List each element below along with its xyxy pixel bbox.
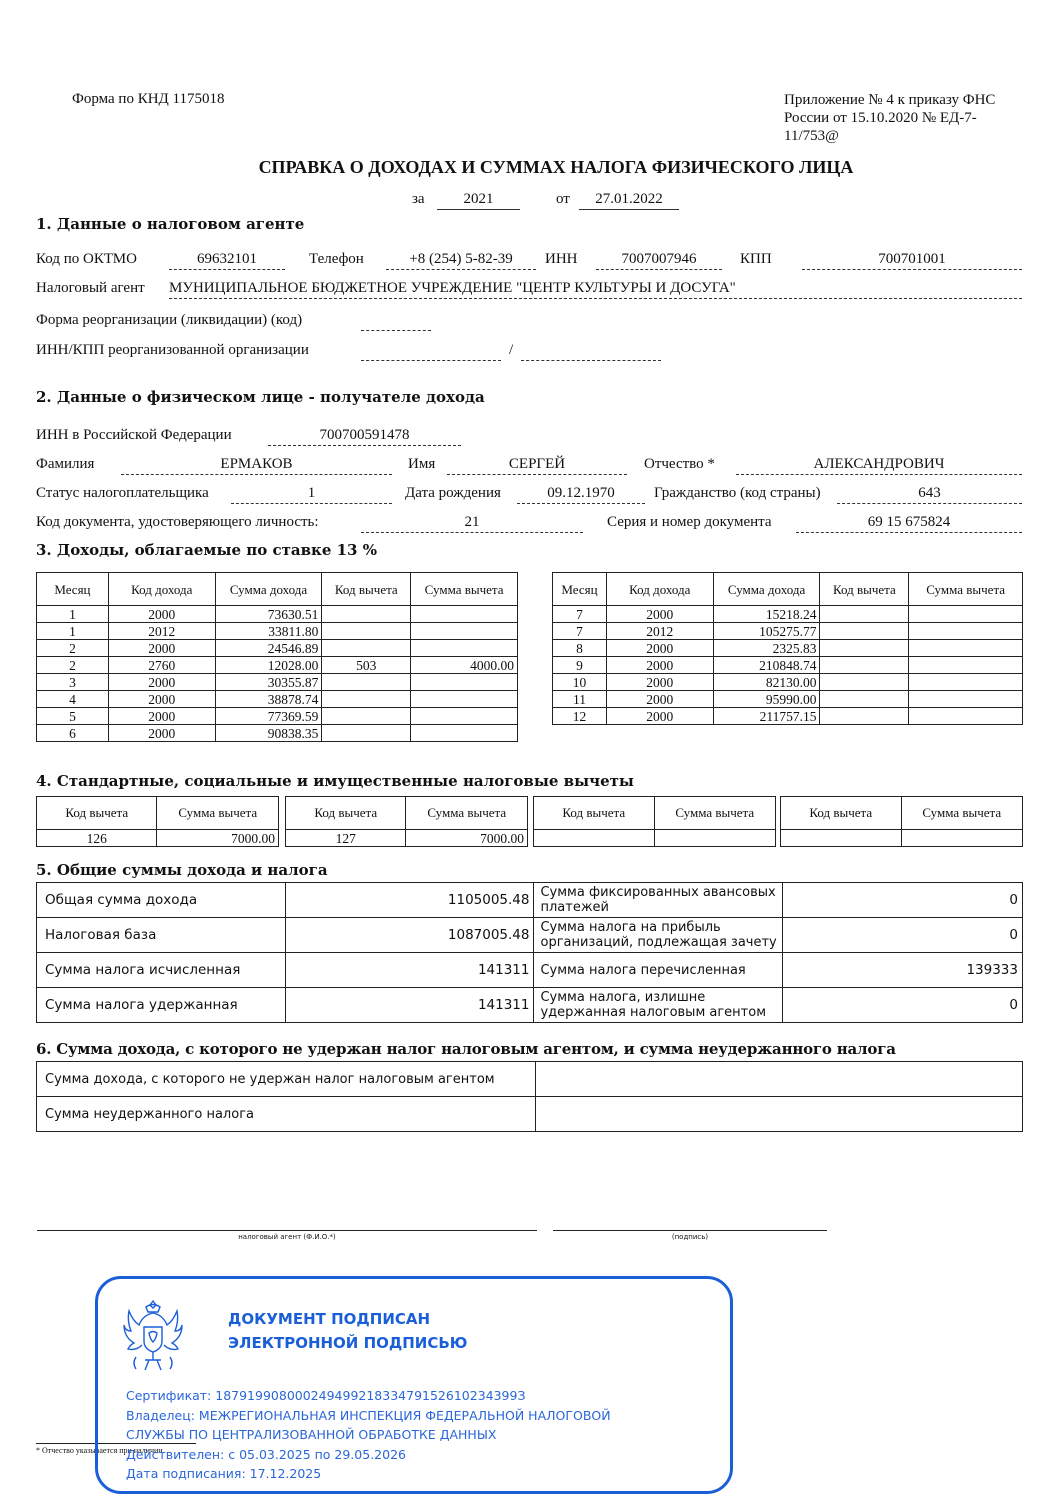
header-deduction-code: Код вычета bbox=[322, 573, 411, 606]
agent-inn-label: ИНН bbox=[545, 251, 578, 267]
table-row bbox=[534, 830, 776, 847]
kpp-label: КПП bbox=[740, 251, 772, 267]
reorg-innkpp-label: ИНН/КПП реорганизованной организации bbox=[36, 342, 309, 358]
header-deduction-sum: Сумма вычета bbox=[411, 573, 518, 606]
cell-income-code: 2000 bbox=[606, 640, 713, 657]
cell-income-code: 2000 bbox=[108, 606, 215, 623]
table-row bbox=[37, 674, 518, 691]
cell-income-sum: 105275.77 bbox=[713, 623, 820, 640]
header-deduction-code: Код вычета bbox=[534, 797, 655, 830]
agent-name-field: МУНИЦИПАЛЬНОЕ БЮДЖЕТНОЕ УЧРЕЖДЕНИЕ "ЦЕНТР КУЛЬТУРЫ И ДОСУГА" bbox=[169, 279, 1022, 299]
table-row bbox=[553, 674, 1023, 691]
header-deduction-code: Код вычета bbox=[286, 797, 406, 830]
tax-transferred-value: 139333 bbox=[783, 953, 1023, 988]
header-deduction-sum: Сумма вычета bbox=[406, 797, 528, 830]
appendix-note bbox=[784, 91, 995, 145]
cell-month: 1 bbox=[37, 623, 109, 640]
cell-deduction-sum bbox=[411, 623, 518, 640]
cell-month: 2 bbox=[37, 657, 109, 674]
cell-income-code: 2000 bbox=[108, 674, 215, 691]
cell-income-code: 2760 bbox=[108, 657, 215, 674]
cell-month: 4 bbox=[37, 691, 109, 708]
table-row bbox=[37, 657, 518, 674]
cell-deduction-sum bbox=[411, 708, 518, 725]
stamp-title bbox=[228, 1307, 467, 1355]
cell-deduction-sum bbox=[909, 708, 1023, 725]
cell-month: 7 bbox=[553, 623, 607, 640]
section-6-title: 6. Сумма дохода, с которого не удержан налог налоговым агентом, и сумма неудержанного налога bbox=[36, 1040, 896, 1058]
cell-deduction-sum: 7000.00 bbox=[406, 830, 528, 847]
cell-deduction-code: 126 bbox=[37, 830, 157, 847]
cell-income-sum: 77369.59 bbox=[215, 708, 322, 725]
cell-deduction-code bbox=[534, 830, 655, 847]
cell-deduction-sum bbox=[909, 691, 1023, 708]
cell-deduction-sum: 4000.00 bbox=[411, 657, 518, 674]
totals-table bbox=[36, 882, 1023, 1023]
cell-income-sum: 12028.00 bbox=[215, 657, 322, 674]
cell-deduction-code: 127 bbox=[286, 830, 406, 847]
year-label: за bbox=[412, 191, 425, 207]
income-table-left bbox=[36, 572, 518, 742]
table-row bbox=[37, 918, 1023, 953]
table-row bbox=[37, 606, 518, 623]
cell-income-code: 2000 bbox=[108, 708, 215, 725]
tax-transferred-label: Сумма налога перечисленная bbox=[534, 953, 783, 988]
cell-deduction-code bbox=[820, 657, 909, 674]
deduction-block-4 bbox=[780, 796, 1023, 847]
cell-deduction-sum bbox=[901, 830, 1023, 847]
cell-income-sum: 211757.15 bbox=[713, 708, 820, 725]
agent-label: Налоговый агент bbox=[36, 280, 145, 296]
tax-overwithheld-label: Сумма налога, излишне удержанная налоговым агентом bbox=[534, 988, 783, 1023]
russian-coat-of-arms-icon bbox=[122, 1297, 184, 1375]
table-row bbox=[37, 623, 518, 640]
stamp-details bbox=[126, 1386, 611, 1484]
surname-field: ЕРМАКОВ bbox=[121, 455, 392, 475]
cell-income-sum: 30355.87 bbox=[215, 674, 322, 691]
header-deduction-sum: Сумма вычета bbox=[909, 573, 1023, 606]
table-row bbox=[553, 691, 1023, 708]
tax-base-value: 1087005.48 bbox=[285, 918, 534, 953]
table-row bbox=[553, 623, 1023, 640]
header-deduction-sum: Сумма вычета bbox=[901, 797, 1023, 830]
cell-income-sum: 33811.80 bbox=[215, 623, 322, 640]
unwithheld-income-label: Сумма дохода, с которого не удержан налог налоговым агентом bbox=[37, 1062, 536, 1097]
agent-inn-field: 7007007946 bbox=[596, 250, 722, 270]
cell-deduction-sum bbox=[411, 674, 518, 691]
section-4-title: 4. Стандартные, социальные и имущественные налоговые вычеты bbox=[36, 772, 634, 790]
citizenship-label: Гражданство (код страны) bbox=[654, 485, 821, 501]
birth-date-label: Дата рождения bbox=[405, 485, 501, 501]
table-row bbox=[37, 1062, 1023, 1097]
cell-deduction-sum bbox=[411, 606, 518, 623]
cell-income-sum: 38878.74 bbox=[215, 691, 322, 708]
tax-calculated-value: 141311 bbox=[285, 953, 534, 988]
tax-base-label: Налоговая база bbox=[37, 918, 286, 953]
appendix-line: 11/753@ bbox=[784, 128, 839, 144]
cell-deduction-code bbox=[322, 708, 411, 725]
signature-caption: (подпись) bbox=[671, 1233, 709, 1241]
cell-income-sum: 95990.00 bbox=[713, 691, 820, 708]
cell-month: 2 bbox=[37, 640, 109, 657]
kpp-field: 700701001 bbox=[802, 250, 1022, 270]
deduction-block-2 bbox=[285, 796, 528, 847]
cell-income-code: 2012 bbox=[606, 623, 713, 640]
header-deduction-code: Код вычета bbox=[37, 797, 157, 830]
status-label: Статус налогоплательщика bbox=[36, 485, 209, 501]
cell-deduction-code bbox=[322, 725, 411, 742]
header-deduction-code: Код вычета bbox=[781, 797, 902, 830]
table-row bbox=[553, 657, 1023, 674]
reorg-form-label: Форма реорганизации (ликвидации) (код) bbox=[36, 312, 303, 328]
certificate-owner: Владелец: МЕЖРЕГИОНАЛЬНАЯ ИНСПЕКЦИЯ ФЕДЕРАЛЬНОЙ НАЛОГОВОЙ bbox=[126, 1407, 611, 1423]
cell-deduction-code bbox=[322, 691, 411, 708]
cell-deduction-sum bbox=[411, 725, 518, 742]
unwithheld-income-value bbox=[535, 1062, 1022, 1097]
tax-withheld-value: 141311 bbox=[285, 988, 534, 1023]
cell-month: 5 bbox=[37, 708, 109, 725]
header-income-code: Код дохода bbox=[606, 573, 713, 606]
unwithheld-tax-value bbox=[535, 1097, 1022, 1132]
unwithheld-table bbox=[36, 1061, 1023, 1132]
cell-deduction-sum bbox=[909, 657, 1023, 674]
name-field: СЕРГЕЙ bbox=[447, 455, 627, 475]
cell-deduction-sum bbox=[909, 606, 1023, 623]
cell-income-sum: 2325.83 bbox=[713, 640, 820, 657]
stamp-title-line: ДОКУМЕНТ ПОДПИСАН bbox=[228, 1310, 431, 1328]
cell-income-code: 2012 bbox=[108, 623, 215, 640]
appendix-line: России от 15.10.2020 № ЕД-7- bbox=[784, 110, 977, 126]
cell-deduction-sum bbox=[909, 640, 1023, 657]
patronymic-field: АЛЕКСАНДРОВИЧ bbox=[736, 455, 1022, 475]
e-signature-stamp bbox=[95, 1276, 733, 1494]
agent-caption: налоговый агент (Ф.И.О.*) bbox=[238, 1233, 336, 1241]
table-row bbox=[37, 830, 279, 847]
table-header-row bbox=[37, 573, 518, 606]
agent-signature-line bbox=[37, 1230, 537, 1231]
cell-income-sum: 24546.89 bbox=[215, 640, 322, 657]
table-row bbox=[37, 988, 1023, 1023]
table-row bbox=[37, 640, 518, 657]
cell-deduction-code bbox=[322, 623, 411, 640]
fixed-advance-value: 0 bbox=[783, 883, 1023, 918]
cell-income-code: 2000 bbox=[606, 606, 713, 623]
total-income-value: 1105005.48 bbox=[285, 883, 534, 918]
cell-deduction-sum bbox=[411, 640, 518, 657]
doc-code-field: 21 bbox=[361, 513, 583, 533]
income-table-right bbox=[552, 572, 1023, 725]
birth-date-field: 09.12.1970 bbox=[517, 484, 645, 504]
appendix-line: Приложение № 4 к приказу ФНС bbox=[784, 92, 996, 108]
section-3-title: 3. Доходы, облагаемые по ставке 13 % bbox=[36, 541, 377, 559]
reorg-kpp-field bbox=[521, 341, 661, 361]
cell-income-sum: 73630.51 bbox=[215, 606, 322, 623]
date-label: от bbox=[556, 191, 570, 207]
cell-deduction-code bbox=[820, 674, 909, 691]
cell-deduction-code bbox=[781, 830, 902, 847]
cell-month: 1 bbox=[37, 606, 109, 623]
cell-month: 9 bbox=[553, 657, 607, 674]
tax-overwithheld-value: 0 bbox=[783, 988, 1023, 1023]
header-income-code: Код дохода bbox=[108, 573, 215, 606]
deduction-block-1 bbox=[36, 796, 279, 847]
stamp-title-line: ЭЛЕКТРОННОЙ ПОДПИСЬЮ bbox=[228, 1334, 468, 1352]
year-field: 2021 bbox=[437, 190, 520, 210]
deduction-block-3 bbox=[533, 796, 776, 847]
table-row bbox=[553, 708, 1023, 725]
header-month: Месяц bbox=[553, 573, 607, 606]
cell-income-code: 2000 bbox=[108, 725, 215, 742]
table-row bbox=[37, 725, 518, 742]
name-label: Имя bbox=[408, 456, 436, 472]
cell-month: 8 bbox=[553, 640, 607, 657]
tax-calculated-label: Сумма налога исчисленная bbox=[37, 953, 286, 988]
cell-deduction-code bbox=[820, 623, 909, 640]
profit-tax-offset-value: 0 bbox=[783, 918, 1023, 953]
cell-income-code: 2000 bbox=[108, 640, 215, 657]
cell-deduction-code: 503 bbox=[322, 657, 411, 674]
tax-withheld-label: Сумма налога удержанная bbox=[37, 988, 286, 1023]
reorg-inn-field bbox=[361, 341, 501, 361]
section-5-title: 5. Общие суммы дохода и налога bbox=[36, 861, 328, 879]
unwithheld-tax-label: Сумма неудержанного налога bbox=[37, 1097, 536, 1132]
table-row bbox=[37, 883, 1023, 918]
cell-income-sum: 90838.35 bbox=[215, 725, 322, 742]
table-row bbox=[37, 953, 1023, 988]
cell-income-code: 2000 bbox=[606, 674, 713, 691]
table-row bbox=[286, 830, 528, 847]
oktmo-label: Код по ОКТМО bbox=[36, 251, 137, 267]
form-code: Форма по КНД 1175018 bbox=[72, 91, 225, 107]
cell-deduction-code bbox=[820, 691, 909, 708]
section-2-title: 2. Данные о физическом лице - получателе дохода bbox=[36, 388, 485, 406]
person-inn-label: ИНН в Российской Федерации bbox=[36, 427, 232, 443]
table-row bbox=[553, 606, 1023, 623]
date-field: 27.01.2022 bbox=[579, 190, 679, 210]
cell-month: 7 bbox=[553, 606, 607, 623]
cell-deduction-sum bbox=[909, 674, 1023, 691]
header-income-sum: Сумма дохода bbox=[215, 573, 322, 606]
certificate-validity: Действителен: с 05.03.2025 по 29.05.2026 bbox=[126, 1446, 406, 1462]
profit-tax-offset-label: Сумма налога на прибыль организаций, подлежащая зачету bbox=[534, 918, 783, 953]
cell-income-code: 2000 bbox=[606, 657, 713, 674]
cell-deduction-sum bbox=[909, 623, 1023, 640]
cell-deduction-code bbox=[322, 606, 411, 623]
phone-field: +8 (254) 5-82-39 bbox=[386, 250, 536, 270]
cell-deduction-code bbox=[820, 606, 909, 623]
reorg-separator: / bbox=[509, 342, 514, 358]
signature-line bbox=[553, 1230, 827, 1231]
table-row bbox=[781, 830, 1023, 847]
table-row bbox=[553, 640, 1023, 657]
doc-number-label: Серия и номер документа bbox=[607, 514, 772, 530]
cell-income-code: 2000 bbox=[606, 691, 713, 708]
cell-month: 11 bbox=[553, 691, 607, 708]
header-deduction-sum: Сумма вычета bbox=[157, 797, 279, 830]
table-row bbox=[37, 708, 518, 725]
patronymic-label: Отчество * bbox=[644, 456, 715, 472]
cell-deduction-sum bbox=[411, 691, 518, 708]
signing-date: Дата подписания: 17.12.2025 bbox=[126, 1466, 322, 1481]
certificate-number: Сертификат: 18791990800024949921833479152610234399З bbox=[126, 1388, 526, 1403]
reorg-form-field bbox=[361, 311, 431, 331]
citizenship-field: 643 bbox=[837, 484, 1022, 504]
footnote: * Отчество указывается при наличии. bbox=[36, 1446, 165, 1455]
cell-income-code: 2000 bbox=[606, 708, 713, 725]
cell-deduction-code bbox=[322, 674, 411, 691]
cell-month: 12 bbox=[553, 708, 607, 725]
phone-label: Телефон bbox=[309, 251, 364, 267]
fixed-advance-label: Сумма фиксированных авансовых платежей bbox=[534, 883, 783, 918]
header-income-sum: Сумма дохода bbox=[713, 573, 820, 606]
table-row bbox=[37, 691, 518, 708]
person-inn-field: 700700591478 bbox=[268, 426, 461, 446]
cell-income-code: 2000 bbox=[108, 691, 215, 708]
doc-number-field: 69 15 675824 bbox=[796, 513, 1022, 533]
page-title: СПРАВКА О ДОХОДАХ И СУММАХ НАЛОГА ФИЗИЧЕСКОГО ЛИЦА bbox=[258, 157, 854, 177]
status-field: 1 bbox=[231, 484, 392, 504]
oktmo-field: 69632101 bbox=[169, 250, 285, 270]
cell-deduction-sum bbox=[654, 830, 776, 847]
cell-deduction-code bbox=[820, 640, 909, 657]
cell-income-sum: 15218.24 bbox=[713, 606, 820, 623]
cell-income-sum: 210848.74 bbox=[713, 657, 820, 674]
table-row bbox=[37, 1097, 1023, 1132]
surname-label: Фамилия bbox=[36, 456, 95, 472]
cell-income-sum: 82130.00 bbox=[713, 674, 820, 691]
cell-deduction-sum: 7000.00 bbox=[157, 830, 279, 847]
doc-code-label: Код документа, удостоверяющего личность: bbox=[36, 514, 319, 530]
cell-month: 6 bbox=[37, 725, 109, 742]
cell-month: 10 bbox=[553, 674, 607, 691]
section-1-title: 1. Данные о налоговом агенте bbox=[36, 215, 305, 233]
header-deduction-sum: Сумма вычета bbox=[654, 797, 776, 830]
table-header-row bbox=[553, 573, 1023, 606]
total-income-label: Общая сумма дохода bbox=[37, 883, 286, 918]
cell-deduction-code bbox=[322, 640, 411, 657]
certificate-owner-cont: СЛУЖБЫ ПО ЦЕНТРАЛИЗОВАННОЙ ОБРАБОТКЕ ДАННЫХ bbox=[126, 1427, 497, 1442]
cell-month: 3 bbox=[37, 674, 109, 691]
header-month: Месяц bbox=[37, 573, 109, 606]
header-deduction-code: Код вычета bbox=[820, 573, 909, 606]
cell-deduction-code bbox=[820, 708, 909, 725]
